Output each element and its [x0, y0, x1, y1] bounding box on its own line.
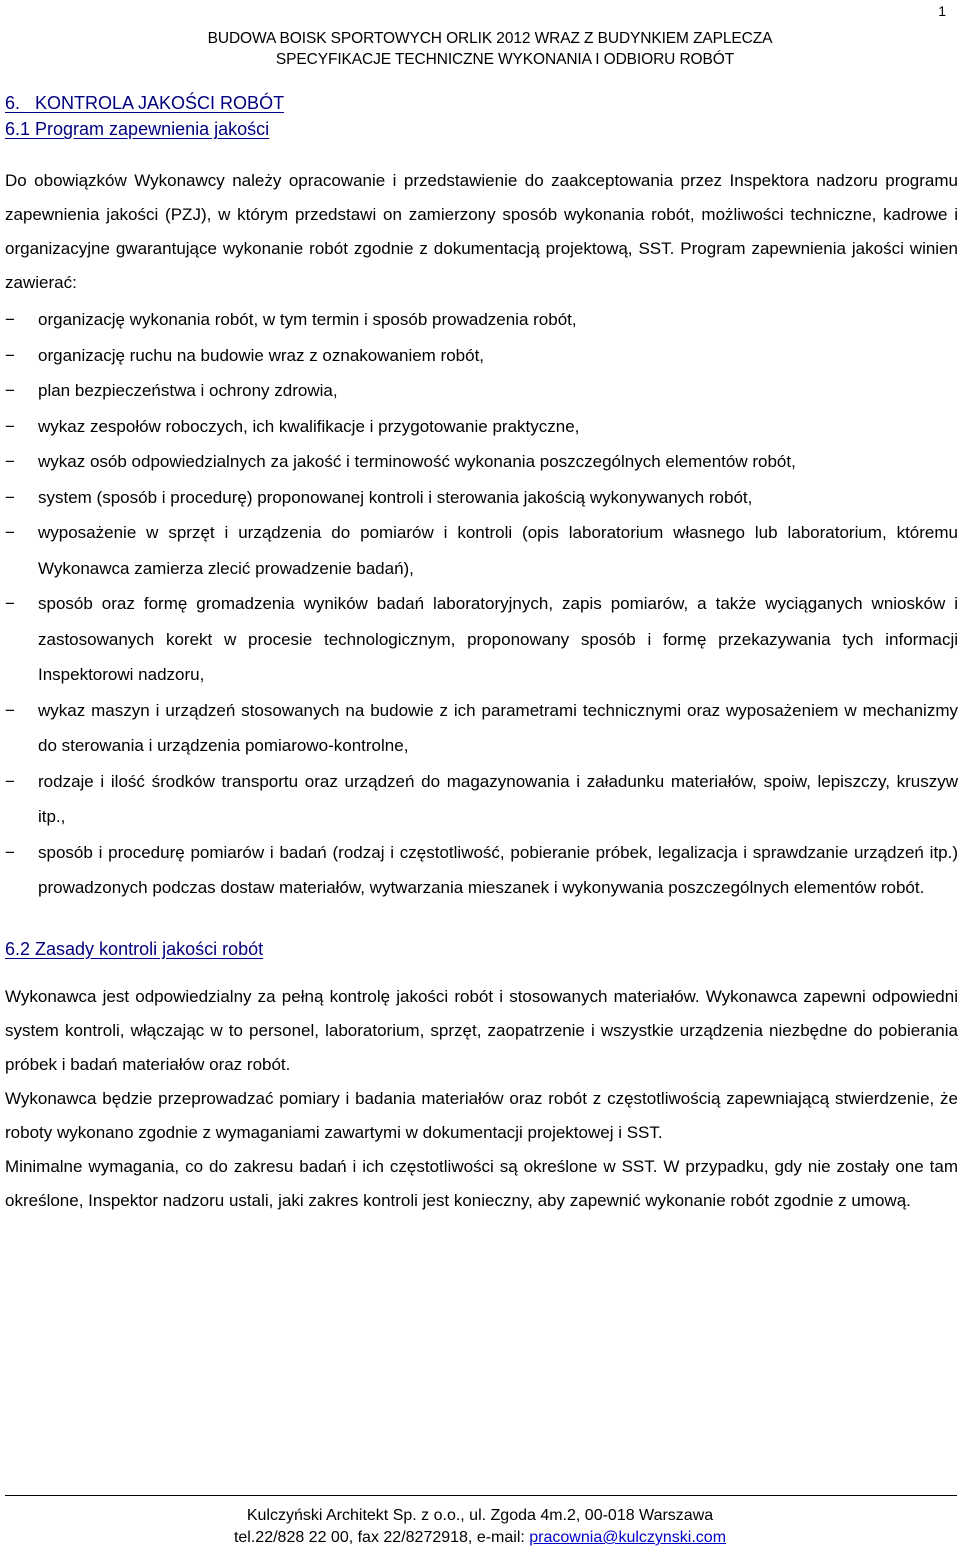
list-item-text: plan bezpieczeństwa i ochrony zdrowia, — [38, 381, 338, 400]
page-number: 1 — [938, 3, 946, 19]
intro-paragraph: Do obowiązków Wykonawcy należy opracowanie i przedstawienie do zaakceptowania przez Inspektora nadzoru programu zapewnienia jakości (PZJ), w którym przedstawi on zamierzony sposób wykonania robót, możliwości techniczne, kadrowe i organizacyjne gwarantujące wykonanie robót zgodnie z dokumentacją projektową, SST. Program zapewnienia jakości winien zawierać: — [5, 171, 958, 292]
bullet-dash: − — [5, 345, 15, 365]
document-header — [0, 28, 960, 70]
header-project-title: BUDOWA BOISK SPORTOWYCH ORLIK 2012 WRAZ Z BUDYNKIEM ZAPLECZA — [207, 30, 773, 47]
list-item-text: wykaz zespołów roboczych, ich kwalifikacje i przygotowanie praktyczne, — [38, 416, 580, 436]
list-item-text: wyposażenie w sprzęt i urządzenia do pomiarów i kontroli (opis laboratorium własnego lub laboratorium, któremu Wykonawca zamierza zlecić prowadzenie badań), — [38, 523, 958, 578]
list-item-text: wykaz maszyn i urządzeń stosowanych na budowie z ich parametrami technicznymi oraz wyposażeniem w mechanizmy do sterowania i urządzenia pomiarowo-kontrolne, — [38, 700, 958, 755]
subsection-heading-6-1: 6.1 Program zapewnienia jakości — [5, 119, 270, 139]
list-item — [5, 835, 958, 906]
quality-program-list — [5, 302, 958, 906]
bullet-dash: − — [5, 487, 15, 507]
list-item-text: organizację wykonania robót, w tym termin i sposób prowadzenia robót, — [38, 310, 577, 329]
list-item — [5, 338, 958, 374]
header-document-title: SPECYFIKACJE TECHNICZNE WYKONANIA I ODBIORU ROBÓT — [275, 51, 735, 68]
list-item-text: organizację ruchu na budowie wraz z oznakowaniem robót, — [38, 345, 485, 365]
bullet-dash: − — [5, 452, 15, 471]
bullet-dash: − — [5, 416, 15, 436]
list-item — [5, 693, 958, 764]
bullet-dash: − — [5, 381, 15, 400]
list-item — [5, 515, 958, 586]
list-item — [5, 409, 958, 445]
section-heading: 6. KONTROLA JAKOŚCI ROBÓT — [5, 93, 285, 113]
list-item-text: wykaz osób odpowiedzialnych za jakość i terminowość wykonania poszczególnych elementów robót, — [38, 452, 796, 471]
list-item — [5, 586, 958, 693]
document-footer — [0, 1505, 960, 1549]
list-item — [5, 373, 958, 409]
list-item-text: sposób i procedurę pomiarów i badań (rodzaj i częstotliwość, pobieranie próbek, legalizacja i sprawdzanie urządzeń itp.) prowadzonych podczas dostaw materiałów, wytwarzania mieszanek i wykonywania poszczególnych elementów robót. — [38, 842, 958, 897]
list-item — [5, 480, 958, 516]
footer-email-link[interactable]: pracownia@kulczynski.com — [529, 1529, 727, 1546]
subsection-heading-6-2: 6.2 Zasady kontroli jakości robót — [5, 938, 264, 959]
footer-contact — [0, 1527, 960, 1549]
bullet-dash: − — [5, 594, 15, 613]
quality-control-paragraph: Wykonawca jest odpowiedzialny za pełną kontrolę jakości robót i stosowanych materiałów. Wykonawca zapewni odpowiedni system kontroli, włączając w to personel, laboratorium, sprzęt, zaopatrzenie i wszystkie urządzenia niezbędne do pobierania próbek i badań materiałów oraz robót. — [5, 986, 958, 1074]
footer-phone-fax: tel.22/828 22 00, fax 22/8272918, e-mail: — [233, 1529, 530, 1546]
quality-control-paragraph: Minimalne wymagania, co do zakresu badań i ich częstotliwości są określone w SST. W przypadku, gdy nie zostały one tam określone, Inspektor nadzoru ustali, jaki zakres kontroli jest konieczny, aby zapewnić wykonanie robót zgodnie z umową. — [5, 1156, 958, 1210]
bullet-dash: − — [5, 523, 15, 542]
footer-divider — [5, 1495, 957, 1496]
list-item — [5, 444, 958, 480]
list-item-text: system (sposób i procedurę) proponowanej kontroli i sterowania jakością wykonywanych robót, — [38, 487, 753, 507]
list-item-text: sposób oraz formę gromadzenia wyników badań laboratoryjnych, zapis pomiarów, a także wyciąganych wniosków i zastosowanych korekt w procesie technologicznym, proponowany sposób i formę przekazywania tych informacji Inspektorowi nadzoru, — [38, 594, 958, 684]
list-item-text: rodzaje i ilość środków transportu oraz urządzeń do magazynowania i załadunku materiałów, spoiw, lepiszczy, kruszyw itp., — [38, 771, 958, 826]
document-body — [5, 90, 958, 1218]
list-item — [5, 764, 958, 835]
bullet-dash: − — [5, 842, 15, 862]
bullet-dash: − — [5, 700, 15, 720]
quality-control-paragraph: Wykonawca będzie przeprowadzać pomiary i badania materiałów oraz robót z częstotliwością zapewniającą stwierdzenie, że roboty wykonano zgodnie z wymaganiami zawartymi w dokumentacji projektowej i SST. — [5, 1088, 958, 1142]
bullet-dash: − — [5, 771, 15, 791]
list-item — [5, 302, 958, 338]
bullet-dash: − — [5, 310, 15, 329]
footer-company-address: Kulczyński Architekt Sp. z o.o., ul. Zgoda 4m.2, 00-018 Warszawa — [246, 1507, 714, 1524]
